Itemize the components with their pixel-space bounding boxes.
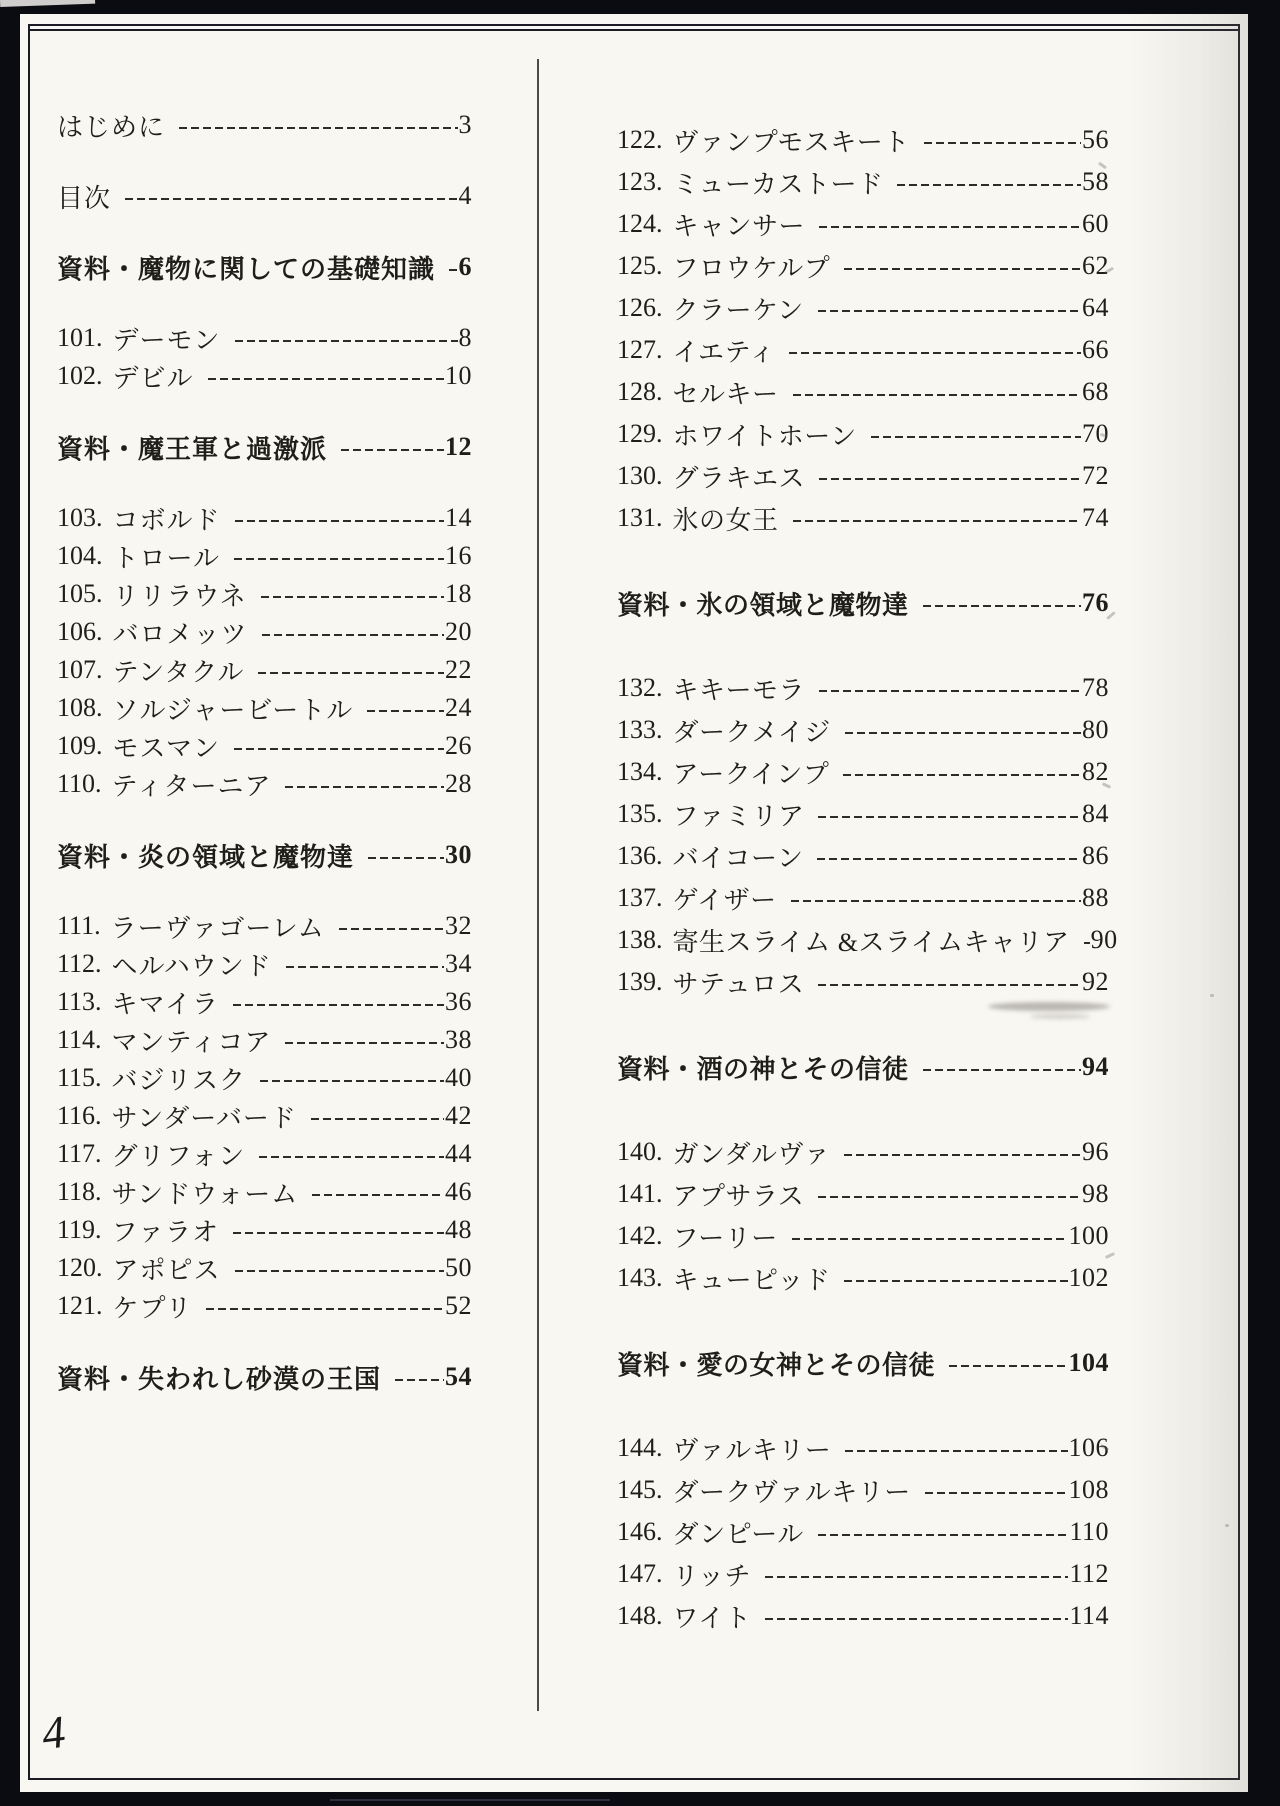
toc-entry-number: 107.: [57, 655, 103, 684]
toc-entry: [57, 613, 472, 651]
toc-entry: [57, 651, 472, 689]
toc-entry-page-number: 8: [458, 323, 472, 352]
toc-entry-label: フロウケルプ: [672, 253, 831, 283]
toc-entry-number: 129.: [617, 419, 663, 448]
toc-entry-page-number: 6: [458, 252, 472, 281]
toc-entry-label: サンドウォーム: [111, 1179, 299, 1209]
toc-entry-number: 141.: [617, 1179, 663, 1208]
toc-entry: [617, 287, 1109, 329]
dashed-leader: [923, 1069, 1081, 1071]
book-page: [20, 14, 1248, 1792]
toc-entry-page-number: 24: [445, 693, 472, 722]
dashed-leader: [843, 774, 1081, 776]
toc-section-header: [617, 1046, 1109, 1088]
toc-entry-page-number: 92: [1082, 967, 1109, 996]
toc-entry-page-number: 58: [1082, 167, 1109, 196]
toc-entry-page-number: 10: [445, 361, 472, 390]
toc-entry: [57, 177, 472, 215]
toc-column-left: [57, 106, 472, 1429]
dashed-leader: [208, 378, 444, 380]
toc-section-header: [57, 248, 472, 286]
toc-entry-label: バジリスク: [111, 1065, 247, 1095]
toc-entry: [617, 1215, 1109, 1257]
toc-entry: [57, 907, 472, 945]
dashed-leader: [818, 310, 1081, 312]
toc-entry-page-number: 104: [1068, 1348, 1109, 1377]
toc-entry-page-number: 94: [1082, 1052, 1109, 1081]
toc-entry-number: 148.: [617, 1601, 663, 1630]
dashed-leader: [844, 268, 1081, 270]
toc-entry-page-number: 54: [445, 1362, 472, 1391]
toc-entry-number: 120.: [57, 1253, 103, 1282]
toc-entry-label: 資料・失われし砂漠の王国: [57, 1364, 382, 1394]
toc-entry: [57, 689, 472, 727]
dashed-leader: [234, 748, 444, 750]
toc-entry-label: イエティ: [672, 337, 776, 367]
toc-entry-number: 108.: [57, 693, 103, 722]
toc-entry: [617, 919, 1118, 961]
dashed-leader: [845, 1450, 1067, 1452]
toc-entry-label: バロメッツ: [112, 619, 248, 649]
toc-entry-page-number: 40: [445, 1063, 472, 1092]
dashed-leader: [285, 1042, 444, 1044]
dashed-leader: [923, 605, 1081, 607]
toc-entry-label: 資料・愛の女神とその信徒: [617, 1350, 936, 1380]
dashed-leader: [258, 672, 444, 674]
toc-entry-number: 127.: [617, 335, 663, 364]
toc-entry: [617, 455, 1109, 497]
toc-entry-label: リリラウネ: [112, 581, 247, 611]
toc-entry-label: キキーモラ: [672, 675, 806, 705]
toc-entry-number: 121.: [57, 1291, 103, 1320]
toc-entry-page-number: 98: [1082, 1179, 1109, 1208]
toc-entry-page-number: 14: [445, 503, 472, 532]
toc-entry-number: 146.: [617, 1517, 663, 1546]
toc-entry: [57, 1097, 472, 1135]
dashed-leader: [235, 520, 444, 522]
toc-entry-label: ソルジャービートル: [112, 695, 354, 725]
dashed-leader: [233, 1232, 444, 1234]
toc-entry-number: 112.: [57, 949, 102, 978]
toc-entry-page-number: 90: [1090, 925, 1118, 954]
toc-entry-label: はじめに: [57, 112, 166, 142]
dashed-leader: [793, 520, 1081, 522]
scan-smudge: [1030, 1014, 1090, 1019]
toc-entry: [617, 793, 1109, 835]
toc-entry: [617, 371, 1109, 413]
toc-entry-number: 119.: [57, 1215, 102, 1244]
toc-section-header: [617, 582, 1109, 624]
toc-entry-label: 資料・酒の神とその信徒: [617, 1054, 909, 1084]
toc-section-header: [57, 836, 472, 874]
folio-page-number: 4: [38, 1705, 69, 1760]
toc-entry: [617, 1595, 1109, 1637]
toc-entry-page-number: 96: [1082, 1137, 1109, 1166]
toc-entry: [57, 983, 472, 1021]
toc-entry: [57, 499, 472, 537]
dashed-leader: [844, 1154, 1081, 1156]
toc-entry-page-number: 68: [1082, 377, 1109, 406]
toc-entry: [57, 357, 472, 395]
page-border-inner-rule: [29, 29, 1239, 31]
toc-entry: [617, 245, 1109, 287]
toc-entry-page-number: 108: [1068, 1475, 1109, 1504]
toc-entry-number: 118.: [57, 1177, 102, 1206]
toc-entry: [617, 1427, 1109, 1469]
toc-entry-label: サンダーバード: [111, 1103, 297, 1133]
toc-entry: [617, 203, 1109, 245]
toc-entry-number: 144.: [617, 1433, 663, 1462]
toc-entry-page-number: 48: [445, 1215, 472, 1244]
toc-entry-page-number: 66: [1082, 335, 1109, 364]
toc-entry: [57, 1249, 472, 1287]
toc-entry: [57, 319, 472, 357]
toc-entry-label: ティターニア: [111, 771, 272, 801]
toc-entry-page-number: 82: [1082, 757, 1109, 786]
toc-entry-number: 126.: [617, 293, 663, 322]
dashed-leader: [312, 1194, 444, 1196]
toc-entry: [617, 1257, 1109, 1299]
toc-entry-number: 101.: [57, 323, 103, 352]
toc-entry-label: ダンピール: [672, 1519, 804, 1549]
toc-entry-label: クラーケン: [672, 295, 804, 325]
toc-entry-page-number: 52: [445, 1291, 472, 1320]
toc-entry: [617, 497, 1109, 539]
toc-entry: [57, 537, 472, 575]
toc-entry-label: キマイラ: [111, 989, 220, 1019]
dashed-leader: [765, 1576, 1068, 1578]
toc-section-header: [57, 428, 472, 466]
dashed-leader: [845, 732, 1081, 734]
toc-entry-page-number: 4: [458, 181, 472, 210]
toc-entry-page-number: 102: [1068, 1263, 1109, 1292]
toc-entry-page-number: 106: [1068, 1433, 1109, 1462]
toc-entry-page-number: 62: [1082, 251, 1109, 280]
toc-entry-page-number: 30: [445, 840, 472, 869]
toc-entry: [617, 329, 1109, 371]
toc-entry-label: キューピッド: [672, 1265, 831, 1295]
toc-entry: [617, 119, 1109, 161]
toc-entry-number: 136.: [617, 841, 663, 870]
toc-entry-page-number: 38: [445, 1025, 472, 1054]
toc-entry-label: ヴァンプモスキート: [672, 127, 910, 157]
toc-entry-page-number: 50: [445, 1253, 472, 1282]
toc-entry-page-number: 3: [458, 110, 472, 139]
toc-entry-label: デーモン: [112, 325, 221, 355]
toc-entry-label: ファラオ: [111, 1217, 220, 1247]
toc-entry: [617, 709, 1109, 751]
dashed-leader: [262, 634, 444, 636]
dashed-leader: [341, 449, 444, 451]
toc-entry-page-number: 34: [445, 949, 472, 978]
toc-entry-page-number: 32: [445, 911, 472, 940]
scan-artifact-bottom-edge: [330, 1799, 610, 1801]
toc-entry-number: 117.: [57, 1139, 102, 1168]
toc-entry-label: フーリー: [672, 1223, 778, 1253]
toc-entry-label: モスマン: [112, 733, 220, 763]
dashed-leader: [792, 1238, 1068, 1240]
toc-entry-page-number: 46: [445, 1177, 472, 1206]
dashed-leader: [818, 1534, 1069, 1536]
toc-entry-label: ケプリ: [112, 1293, 193, 1323]
toc-entry-label: 資料・炎の領域と魔物達: [57, 842, 355, 872]
toc-entry: [57, 765, 472, 803]
toc-entry-page-number: 86: [1082, 841, 1109, 870]
toc-entry: [617, 667, 1109, 709]
dashed-leader: [819, 478, 1081, 480]
toc-entry-label: ヴァルキリー: [672, 1435, 832, 1465]
toc-entry-page-number: 72: [1082, 461, 1109, 490]
toc-entry-page-number: 16: [445, 541, 472, 570]
toc-entry-label: ワイト: [672, 1603, 752, 1633]
toc-entry-page-number: 28: [445, 769, 472, 798]
dashed-leader: [259, 1156, 444, 1158]
toc-entry-label: グリフォン: [111, 1141, 246, 1171]
scan-speck: [1225, 1524, 1229, 1527]
toc-entry-page-number: 44: [445, 1139, 472, 1168]
dashed-leader: [261, 596, 444, 598]
toc-entry-label: ダークヴァルキリー: [672, 1477, 911, 1507]
toc-entry: [617, 1469, 1109, 1511]
toc-entry-label: ダークメイジ: [672, 717, 831, 747]
toc-entry-number: 140.: [617, 1137, 663, 1166]
dashed-leader: [819, 226, 1081, 228]
dashed-leader: [789, 352, 1081, 354]
toc-entry-page-number: 36: [445, 987, 472, 1016]
toc-entry-page-number: 84: [1082, 799, 1109, 828]
toc-entry: [57, 1059, 472, 1097]
toc-entry: [617, 751, 1109, 793]
dashed-leader: [339, 928, 444, 930]
toc-entry-label: サテュロス: [672, 969, 805, 999]
toc-entry: [617, 1131, 1109, 1173]
toc-entry-label: ホワイトホーン: [672, 421, 857, 451]
toc-entry-number: 103.: [57, 503, 103, 532]
toc-entry-label: ヘルハウンド: [111, 951, 272, 981]
toc-entry-number: 115.: [57, 1063, 102, 1092]
toc-entry-number: 114.: [57, 1025, 102, 1054]
toc-entry-label: バイコーン: [672, 843, 804, 873]
toc-entry-label: 資料・魔物に関しての基礎知識: [57, 254, 436, 284]
toc-entry-number: 137.: [617, 883, 663, 912]
dashed-leader: [819, 690, 1081, 692]
toc-entry-number: 130.: [617, 461, 663, 490]
toc-entry-number: 145.: [617, 1475, 663, 1504]
toc-entry-page-number: 20: [445, 617, 472, 646]
toc-entry-page-number: 112: [1069, 1559, 1109, 1588]
toc-entry: [57, 1135, 472, 1173]
toc-entry-number: 122.: [617, 125, 663, 154]
toc-entry-number: 142.: [617, 1221, 663, 1250]
toc-entry-number: 113.: [57, 987, 102, 1016]
toc-entry-number: 111.: [57, 911, 101, 940]
toc-entry-page-number: 110: [1069, 1517, 1109, 1546]
toc-entry: [617, 1511, 1109, 1553]
toc-entry-label: ラーヴァゴーレム: [110, 913, 325, 943]
dashed-leader: [871, 436, 1081, 438]
dashed-leader: [233, 1004, 444, 1006]
toc-entry: [57, 575, 472, 613]
toc-entry-label: キャンサー: [672, 211, 806, 241]
dashed-leader: [286, 966, 444, 968]
toc-entry-page-number: 80: [1082, 715, 1109, 744]
dashed-leader: [818, 1196, 1081, 1198]
toc-entry-label: ゲイザー: [672, 885, 777, 915]
toc-entry: [617, 1553, 1109, 1595]
dashed-leader: [260, 1080, 444, 1082]
dashed-leader: [125, 198, 457, 200]
dashed-leader: [311, 1118, 444, 1120]
toc-entry-page-number: 18: [445, 579, 472, 608]
toc-entry-page-number: 70: [1082, 419, 1109, 448]
toc-section-header: [57, 1358, 472, 1396]
toc-entry-label: テンタクル: [112, 657, 245, 687]
scan-speck: [1210, 994, 1214, 997]
dashed-leader: [234, 558, 444, 560]
toc-entry-label: 資料・氷の領域と魔物達: [617, 590, 909, 620]
toc-entry: [57, 1287, 472, 1325]
toc-entry-label: マンティコア: [111, 1027, 272, 1057]
dashed-leader: [368, 857, 444, 859]
dashed-leader: [765, 1618, 1068, 1620]
toc-entry: [57, 1021, 472, 1059]
toc-entry-page-number: 100: [1068, 1221, 1109, 1250]
toc-entry: [617, 413, 1109, 455]
toc-entry: [57, 106, 472, 144]
toc-entry-label: ガンダルヴァ: [672, 1139, 831, 1169]
toc-entry-number: 110.: [57, 769, 102, 798]
toc-entry-label: デビル: [112, 363, 194, 393]
toc-entry: [617, 961, 1109, 1003]
toc-entry-number: 133.: [617, 715, 663, 744]
toc-entry-number: 132.: [617, 673, 663, 702]
toc-entry: [617, 877, 1109, 919]
toc-entry-number: 134.: [617, 757, 663, 786]
dashed-leader: [235, 340, 458, 342]
dashed-leader: [791, 900, 1081, 902]
toc-entry-label: トロール: [112, 543, 220, 573]
toc-entry-page-number: 78: [1082, 673, 1109, 702]
toc-entry-label: リッチ: [672, 1561, 751, 1591]
toc-entry-number: 131.: [617, 503, 663, 532]
dashed-leader: [818, 984, 1081, 986]
toc-entry-number: 104.: [57, 541, 103, 570]
toc-entry-number: 124.: [617, 209, 663, 238]
toc-entry-page-number: 12: [445, 432, 472, 461]
toc-entry-number: 106.: [57, 617, 103, 646]
dashed-leader: [285, 786, 444, 788]
scan-smudge: [988, 1002, 1110, 1011]
dashed-leader: [924, 142, 1081, 144]
toc-entry-number: 147.: [617, 1559, 663, 1588]
dashed-leader: [817, 858, 1081, 860]
toc-entry-page-number: 88: [1082, 883, 1109, 912]
toc-column-right: [617, 119, 1118, 1637]
dashed-leader: [449, 269, 457, 271]
toc-entry-page-number: 22: [445, 655, 472, 684]
toc-entry-label: セルキー: [672, 379, 779, 409]
toc-section-header: [617, 1342, 1109, 1384]
toc-entry-page-number: 76: [1082, 588, 1109, 617]
dashed-leader: [395, 1379, 444, 1381]
toc-entry-label: 資料・魔王軍と過激派: [57, 434, 328, 464]
toc-entry-number: 125.: [617, 251, 663, 280]
toc-entry-number: 128.: [617, 377, 663, 406]
toc-entry-page-number: 42: [445, 1101, 472, 1130]
toc-entry-page-number: 60: [1082, 209, 1109, 238]
toc-entry-page-number: 64: [1082, 293, 1109, 322]
dashed-leader: [925, 1492, 1068, 1494]
toc-entry-label: 目次: [57, 183, 112, 213]
toc-entry-label: コボルド: [112, 505, 221, 535]
toc-entry-label: 氷の女王: [672, 505, 779, 535]
toc-entry-label: アポピス: [112, 1255, 221, 1285]
toc-entry-page-number: 56: [1082, 125, 1109, 154]
toc-entry: [617, 835, 1109, 877]
toc-entry-number: 116.: [57, 1101, 102, 1130]
toc-entry-number: 143.: [617, 1263, 663, 1292]
toc-entry-number: 135.: [617, 799, 663, 828]
toc-entry-number: 102.: [57, 361, 103, 390]
toc-entry-page-number: 26: [445, 731, 472, 760]
toc-entry: [617, 161, 1109, 203]
dashed-leader: [235, 1270, 444, 1272]
toc-entry: [57, 1211, 472, 1249]
toc-entry-label: アークインプ: [672, 759, 830, 789]
dashed-leader: [206, 1308, 444, 1310]
dashed-leader: [818, 816, 1081, 818]
dashed-leader: [367, 710, 444, 712]
dashed-leader: [1084, 942, 1090, 944]
dashed-leader: [179, 127, 457, 129]
toc-entry-page-number: 114: [1069, 1601, 1109, 1630]
toc-entry-label: 寄生スライム &スライムキャリア: [672, 927, 1070, 957]
toc-entry-label: グラキエス: [672, 463, 806, 493]
toc-entry: [57, 945, 472, 983]
toc-entry-number: 123.: [617, 167, 663, 196]
scan-artifact-top-sliver: [0, 0, 95, 7]
dashed-leader: [949, 1365, 1067, 1367]
toc-entry-number: 139.: [617, 967, 663, 996]
toc-entry-number: 105.: [57, 579, 103, 608]
toc-entry-number: 109.: [57, 731, 103, 760]
toc-entry: [57, 727, 472, 765]
toc-entry-label: ファミリア: [672, 801, 805, 831]
toc-entry-page-number: 74: [1082, 503, 1109, 532]
toc-entry-number: 138.: [617, 925, 663, 954]
dashed-leader: [793, 394, 1081, 396]
column-divider: [537, 59, 539, 1711]
dashed-leader: [897, 184, 1081, 186]
dashed-leader: [844, 1280, 1067, 1282]
toc-entry-label: アプサラス: [672, 1181, 805, 1211]
toc-entry: [57, 1173, 472, 1211]
toc-entry-label: ミューカストード: [672, 169, 884, 199]
toc-entry: [617, 1173, 1109, 1215]
